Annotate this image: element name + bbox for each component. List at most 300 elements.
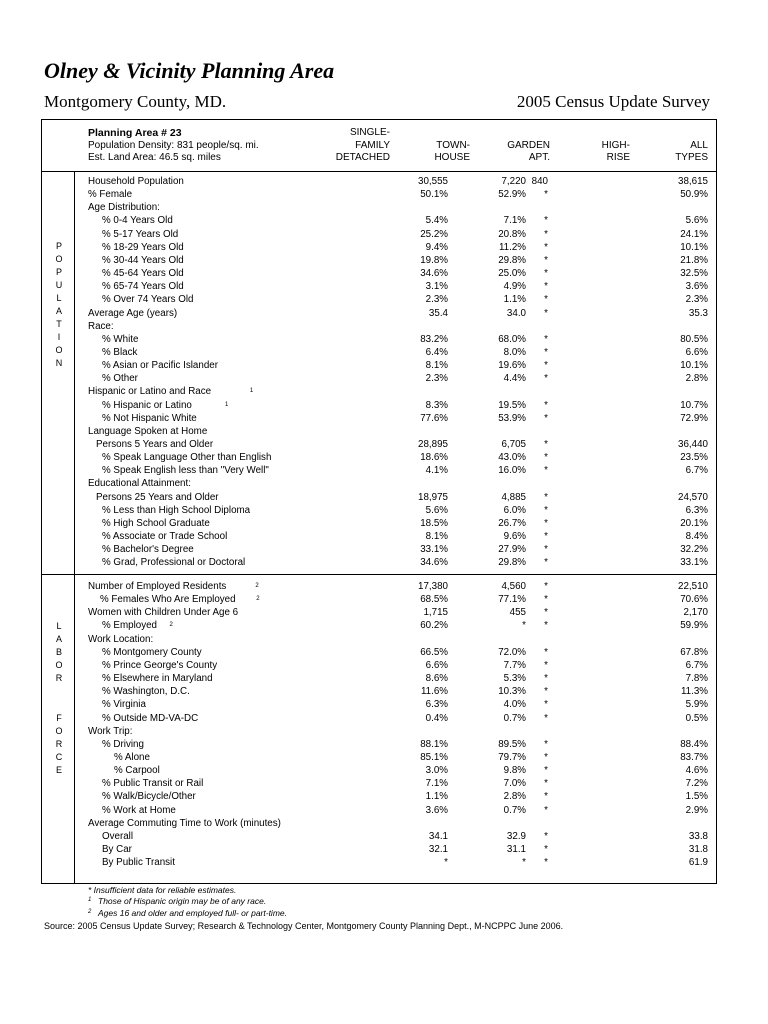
- garden-apt-value: *: [544, 281, 548, 293]
- garden-apt-value: *: [544, 307, 548, 319]
- single-family-value: 8.1%: [425, 360, 448, 372]
- all-types-value: 2.9%: [685, 804, 708, 816]
- garden-apt-value: *: [544, 294, 548, 306]
- col-header-line: GARDEN: [507, 139, 550, 151]
- row-label: % Virginia: [102, 699, 146, 711]
- row-label: % Montgomery County: [102, 646, 202, 658]
- garden-apt-value: *: [544, 844, 548, 855]
- table-row: [88, 307, 708, 320]
- townhouse-value: 10.3%: [498, 686, 526, 698]
- all-types-value: 80.5%: [680, 333, 708, 345]
- table-row: [88, 659, 708, 672]
- townhouse-value: 9.6%: [503, 531, 526, 543]
- row-label: Household Population: [88, 176, 184, 187]
- table-row: [88, 856, 708, 869]
- all-types-value: 33.1%: [680, 557, 708, 569]
- section-letter: O: [55, 254, 63, 264]
- garden-apt-value: *: [544, 581, 548, 592]
- row-label: Language Spoken at Home: [88, 425, 208, 437]
- all-types-value: 10.1%: [680, 360, 708, 372]
- row-label: Persons 5 Years and Older: [96, 439, 214, 450]
- all-types-value: 6.7%: [685, 465, 708, 477]
- single-family-value: 17,380: [418, 581, 448, 592]
- garden-apt-value: *: [544, 751, 548, 763]
- section-letter: P: [55, 267, 62, 277]
- townhouse-value: 25.0%: [498, 268, 526, 280]
- single-family-value: 5.6%: [425, 504, 448, 516]
- table-row: [88, 477, 708, 490]
- col-header-line: HIGH-: [601, 139, 630, 151]
- townhouse-value: 455: [509, 607, 526, 619]
- single-family-value: 8.3%: [425, 399, 448, 411]
- row-label: % Carpool: [114, 765, 160, 777]
- single-family-value: 8.1%: [425, 531, 448, 543]
- all-types-value: 0.5%: [685, 712, 708, 724]
- table-row: [88, 228, 708, 241]
- footnote-marker: 2: [255, 583, 259, 589]
- garden-apt-value: *: [544, 439, 548, 450]
- col-header-line: RISE: [606, 152, 630, 163]
- table-row: [88, 712, 708, 725]
- single-family-value: 11.6%: [420, 686, 448, 698]
- townhouse-value: 4.0%: [503, 699, 526, 711]
- col-header-line: TYPES: [675, 152, 708, 163]
- garden-apt-value: *: [544, 333, 548, 345]
- labor-section-label: [50, 620, 68, 685]
- land-area: Est. Land Area: 46.5 sq. miles: [88, 152, 221, 163]
- townhouse-value: 27.9%: [498, 544, 526, 556]
- table-row: [88, 491, 708, 504]
- row-label: Hispanic or Latino and Race: [88, 386, 212, 398]
- row-label: % 30-44 Years Old: [102, 254, 184, 266]
- row-label: % Over 74 Years Old: [102, 294, 194, 306]
- all-types-value: 31.8: [688, 844, 708, 855]
- single-family-value: 1,715: [423, 607, 448, 619]
- section-label-divider: [74, 171, 75, 884]
- townhouse-value: 31.1: [506, 844, 526, 855]
- garden-apt-value: *: [544, 804, 548, 816]
- section-letter: T: [56, 319, 62, 329]
- section-letter: R: [55, 673, 63, 683]
- row-label: Overall: [102, 830, 134, 842]
- townhouse-value: 7,220: [501, 176, 526, 187]
- table-row: [88, 817, 708, 830]
- garden-apt-value: *: [544, 673, 548, 685]
- row-label: % Speak English less than "Very Well": [102, 465, 269, 477]
- table-row: [88, 267, 708, 280]
- row-label: % Grad, Professional or Doctoral: [102, 557, 246, 569]
- footnote-marker: 2: [256, 596, 260, 603]
- all-types-value: 2.8%: [685, 373, 708, 385]
- single-family-value: 28,895: [418, 439, 448, 450]
- row-label: % Not Hispanic White: [102, 412, 197, 424]
- table-row: [88, 606, 708, 619]
- section-letter: B: [55, 647, 62, 657]
- all-types-value: 10.7%: [680, 399, 708, 411]
- table-row: [88, 843, 708, 856]
- single-family-value: 9.4%: [425, 241, 448, 253]
- row-label: By Public Transit: [102, 857, 175, 869]
- section-divider: [41, 574, 717, 575]
- table-row: [88, 580, 708, 593]
- garden-apt-value: *: [544, 791, 548, 803]
- townhouse-value: *: [522, 620, 526, 632]
- row-label: % Employed: [102, 620, 157, 632]
- table-row: [88, 175, 708, 188]
- row-label: % Washington, D.C.: [102, 686, 190, 698]
- section-letter: O: [55, 345, 63, 355]
- garden-apt-value: *: [544, 765, 548, 777]
- single-family-value: 2.3%: [425, 294, 448, 306]
- single-family-value: 7.1%: [425, 778, 448, 790]
- all-types-value: 2,170: [683, 607, 708, 619]
- townhouse-value: 6.0%: [503, 504, 526, 516]
- section-letter: R: [55, 739, 63, 749]
- row-label: % White: [102, 333, 139, 345]
- single-family-value: 60.2%: [420, 620, 448, 632]
- single-family-value: 83.2%: [420, 333, 448, 345]
- row-label: % Speak Language Other than English: [102, 452, 272, 464]
- garden-apt-value: *: [544, 268, 548, 280]
- table-row: [88, 777, 708, 790]
- single-family-value: 3.1%: [425, 281, 448, 293]
- all-types-value: 24.1%: [680, 228, 708, 240]
- table-row: [88, 738, 708, 751]
- all-types-value: 24,570: [678, 491, 708, 503]
- row-label: % Driving: [102, 738, 144, 750]
- row-label: % Female: [88, 189, 133, 201]
- table-row: [88, 214, 708, 227]
- section-letter: A: [55, 634, 62, 644]
- single-family-value: 34.1: [428, 830, 448, 842]
- garden-apt-value: *: [544, 504, 548, 516]
- townhouse-value: 4,885: [501, 491, 526, 503]
- table-row: [88, 517, 708, 530]
- all-types-value: 22,510: [678, 581, 708, 592]
- all-types-value: 21.8%: [680, 254, 708, 266]
- table-row: [88, 593, 708, 606]
- table-row: [88, 804, 708, 817]
- single-family-value: 4.1%: [425, 465, 448, 477]
- single-family-value: 19.8%: [420, 254, 448, 266]
- row-label: % 65-74 Years Old: [102, 281, 184, 293]
- table-row: [88, 464, 708, 477]
- garden-apt-value: *: [544, 399, 548, 411]
- all-types-value: 3.6%: [685, 281, 708, 293]
- single-family-value: 33.1%: [420, 544, 448, 556]
- section-letter: P: [55, 241, 62, 251]
- col-header-single-family: [300, 127, 390, 165]
- single-family-value: 32.1: [428, 844, 448, 855]
- townhouse-value: 26.7%: [498, 517, 526, 529]
- townhouse-value: 4,560: [501, 581, 526, 592]
- section-letter: O: [55, 726, 63, 736]
- single-family-value: 35.4: [428, 307, 448, 319]
- footnote-marker: 1: [249, 388, 254, 395]
- all-types-value: 6.6%: [685, 346, 708, 358]
- planning-area-number: Planning Area # 23: [88, 127, 182, 139]
- section-letter: U: [55, 280, 63, 290]
- townhouse-value: 16.0%: [498, 465, 526, 477]
- townhouse-value: 9.8%: [503, 765, 526, 777]
- all-types-value: 33.8: [688, 830, 708, 842]
- garden-apt-value: *: [544, 531, 548, 543]
- garden-apt-value: *: [544, 620, 548, 632]
- section-letter: F: [56, 713, 62, 723]
- townhouse-value: 72.0%: [498, 646, 526, 658]
- townhouse-value: 1.1%: [503, 294, 526, 306]
- garden-apt-value: *: [544, 241, 548, 253]
- townhouse-value: 79.7%: [498, 751, 526, 763]
- single-family-value: 5.4%: [425, 215, 448, 227]
- footnote-marker: 1: [225, 401, 229, 408]
- garden-apt-value: *: [544, 412, 548, 424]
- single-family-value: 34.6%: [420, 557, 448, 569]
- header-divider: [41, 171, 717, 172]
- single-family-value: 6.3%: [425, 699, 448, 711]
- all-types-value: 32.5%: [680, 268, 708, 280]
- row-label: % Walk/Bicycle/Other: [102, 791, 196, 803]
- section-letter: L: [56, 293, 62, 303]
- all-types-value: 7.8%: [685, 673, 708, 685]
- population-density: Population Density: 831 people/sq. mi.: [88, 139, 259, 151]
- table-row: [88, 201, 708, 214]
- townhouse-value: 34.0: [506, 307, 526, 319]
- garden-apt-value: *: [544, 465, 548, 477]
- row-label: % Bachelor's Degree: [102, 544, 194, 556]
- all-types-value: 83.7%: [680, 751, 708, 763]
- col-header-garden-apt: [460, 140, 550, 165]
- single-family-value: 8.6%: [425, 673, 448, 685]
- garden-apt-value: *: [544, 659, 548, 671]
- document-title: Olney & Vicinity Planning Area: [44, 58, 335, 83]
- col-header-line: ALL: [690, 139, 708, 151]
- garden-apt-value: *: [544, 557, 548, 569]
- garden-apt-value: *: [544, 254, 548, 266]
- col-header-all-types: [618, 140, 708, 165]
- footnote-asterisk: * Insufficient data for reliable estimates.: [88, 885, 237, 895]
- townhouse-value: 2.8%: [503, 791, 526, 803]
- col-header-line: FAMILY: [355, 139, 390, 151]
- table-row: [88, 698, 708, 711]
- row-label: By Car: [102, 844, 132, 855]
- all-types-value: 8.4%: [685, 531, 708, 543]
- townhouse-value: 0.7%: [503, 712, 526, 724]
- single-family-value: 3.6%: [425, 804, 448, 816]
- garden-apt-value: *: [544, 594, 548, 606]
- table-row: [88, 372, 708, 385]
- garden-apt-value: *: [544, 699, 548, 711]
- all-types-value: 6.7%: [685, 659, 708, 671]
- county-subtitle: Montgomery County, MD.: [44, 92, 227, 111]
- col-header-line: APT.: [528, 152, 550, 163]
- townhouse-value: 32.9: [506, 830, 526, 842]
- footnote-1-mark: 1: [88, 897, 92, 903]
- footnote-2: Ages 16 and older and employed full- or part-time.: [98, 908, 287, 918]
- single-family-value: 77.6%: [420, 412, 448, 424]
- row-label: Educational Attainment:: [88, 478, 191, 490]
- single-family-value: 0.4%: [425, 712, 448, 724]
- row-label: Work Location:: [88, 633, 154, 645]
- table-row: [88, 280, 708, 293]
- row-label: % Alone: [114, 751, 150, 763]
- section-letter: C: [55, 752, 63, 762]
- garden-apt-value: *: [544, 228, 548, 240]
- townhouse-value: 6,705: [501, 439, 526, 450]
- all-types-value: 7.2%: [685, 778, 708, 790]
- col-header-line: HOUSE: [434, 152, 470, 163]
- row-label: % 5-17 Years Old: [102, 228, 179, 240]
- row-label: Women with Children Under Age 6: [88, 607, 239, 619]
- all-types-value: 23.5%: [680, 452, 708, 464]
- table-row: [88, 764, 708, 777]
- section-letter: O: [55, 660, 63, 670]
- all-types-value: 70.6%: [680, 594, 708, 606]
- row-label: % Black: [102, 346, 138, 358]
- row-label: Average Age (years): [88, 307, 178, 319]
- townhouse-value: 5.3%: [503, 673, 526, 685]
- table-row: [88, 359, 708, 372]
- garden-apt-value: *: [544, 373, 548, 385]
- row-label: % Females Who Are Employed: [100, 594, 236, 606]
- garden-apt-value: *: [544, 778, 548, 790]
- row-label: % 45-64 Years Old: [102, 268, 184, 280]
- townhouse-value: 19.5%: [498, 399, 526, 411]
- single-family-value: 50.1%: [420, 189, 448, 201]
- garden-apt-value: *: [544, 346, 548, 358]
- table-row: [88, 751, 708, 764]
- all-types-value: 38,615: [678, 176, 708, 187]
- townhouse-value: 7.7%: [503, 659, 526, 671]
- townhouse-value: 0.7%: [503, 804, 526, 816]
- table-row: [88, 438, 708, 451]
- table-row: [88, 451, 708, 464]
- table-row: [88, 646, 708, 659]
- all-types-value: 20.1%: [680, 517, 708, 529]
- all-types-value: 36,440: [678, 439, 708, 450]
- table-row: [88, 685, 708, 698]
- garden-apt-value: *: [544, 452, 548, 464]
- single-family-value: 18.5%: [420, 517, 448, 529]
- section-letter: N: [55, 358, 63, 368]
- section-letter: E: [55, 765, 62, 775]
- all-types-value: 1.5%: [685, 791, 708, 803]
- table-row: [88, 293, 708, 306]
- single-family-value: 2.3%: [425, 373, 448, 385]
- garden-apt-value: *: [544, 607, 548, 619]
- single-family-value: 25.2%: [420, 228, 448, 240]
- row-label: Work Trip:: [88, 725, 133, 737]
- townhouse-value: 89.5%: [498, 738, 526, 750]
- table-row: [88, 633, 708, 646]
- all-types-value: 59.9%: [680, 620, 708, 632]
- row-label: Age Distribution:: [88, 202, 160, 214]
- garden-apt-value: 840: [531, 176, 548, 187]
- townhouse-value: 11.2%: [498, 241, 526, 253]
- townhouse-value: 4.4%: [503, 373, 526, 385]
- row-label: % Other: [102, 373, 138, 385]
- col-header-townhouse: [380, 140, 470, 165]
- all-types-value: 50.9%: [680, 189, 708, 201]
- all-types-value: 5.6%: [685, 215, 708, 227]
- table-row: [88, 385, 708, 398]
- row-label: % Elsewhere in Maryland: [102, 673, 213, 685]
- single-family-value: 68.5%: [420, 594, 448, 606]
- townhouse-value: 29.8%: [498, 557, 526, 569]
- survey-subtitle: 2005 Census Update Survey: [516, 92, 710, 111]
- table-row: [88, 346, 708, 359]
- col-header-high-rise: [540, 140, 630, 165]
- all-types-value: 11.3%: [680, 686, 708, 698]
- single-family-value: 18,975: [418, 491, 448, 503]
- row-label: % Hispanic or Latino: [102, 399, 192, 411]
- all-types-value: 2.3%: [685, 294, 708, 306]
- townhouse-value: 20.8%: [498, 228, 526, 240]
- single-family-value: 6.6%: [425, 659, 448, 671]
- all-types-value: 32.2%: [680, 544, 708, 556]
- garden-apt-value: *: [544, 189, 548, 201]
- garden-apt-value: *: [544, 830, 548, 842]
- col-header-line: TOWN-: [436, 139, 470, 151]
- table-row: [88, 412, 708, 425]
- all-types-value: 4.6%: [685, 765, 708, 777]
- row-label: Persons 25 Years and Older: [96, 491, 219, 503]
- table-row: [88, 254, 708, 267]
- col-header-line: DETACHED: [335, 152, 390, 163]
- townhouse-value: 77.1%: [498, 594, 526, 606]
- single-family-value: 30,555: [418, 176, 448, 187]
- garden-apt-value: *: [544, 360, 548, 372]
- all-types-value: 5.9%: [685, 699, 708, 711]
- garden-apt-value: *: [544, 738, 548, 750]
- garden-apt-value: *: [544, 686, 548, 698]
- table-header-info: [88, 127, 259, 165]
- single-family-value: *: [444, 857, 448, 869]
- table-row: [88, 241, 708, 254]
- townhouse-value: 52.9%: [498, 189, 526, 201]
- single-family-value: 66.5%: [420, 646, 448, 658]
- row-label: % Associate or Trade School: [102, 531, 228, 543]
- table-row: [88, 830, 708, 843]
- all-types-value: 35.3: [688, 307, 708, 319]
- table-row: [88, 543, 708, 556]
- townhouse-value: 8.0%: [503, 346, 526, 358]
- all-types-value: 72.9%: [680, 412, 708, 424]
- garden-apt-value: *: [544, 215, 548, 227]
- table-row: [88, 504, 708, 517]
- footnote-1: Those of Hispanic origin may be of any race.: [98, 896, 267, 906]
- table-row: [88, 399, 708, 412]
- row-label: Number of Employed Residents: [88, 581, 227, 592]
- single-family-value: 3.0%: [425, 765, 448, 777]
- table-row: [88, 320, 708, 333]
- row-label: % Public Transit or Rail: [102, 778, 204, 790]
- garden-apt-value: *: [544, 712, 548, 724]
- section-letter: A: [55, 306, 62, 316]
- garden-apt-value: *: [544, 646, 548, 658]
- row-label: % Less than High School Diploma: [102, 504, 251, 516]
- table-row: [88, 725, 708, 738]
- townhouse-value: 7.0%: [503, 778, 526, 790]
- townhouse-value: 19.6%: [498, 360, 526, 372]
- townhouse-value: 4.9%: [503, 281, 526, 293]
- row-label: Average Commuting Time to Work (minutes): [88, 817, 281, 829]
- townhouse-value: *: [522, 857, 526, 869]
- section-letter: I: [57, 332, 61, 342]
- garden-apt-value: *: [544, 857, 548, 869]
- single-family-value: 88.1%: [420, 738, 448, 750]
- row-label: Race:: [88, 320, 114, 332]
